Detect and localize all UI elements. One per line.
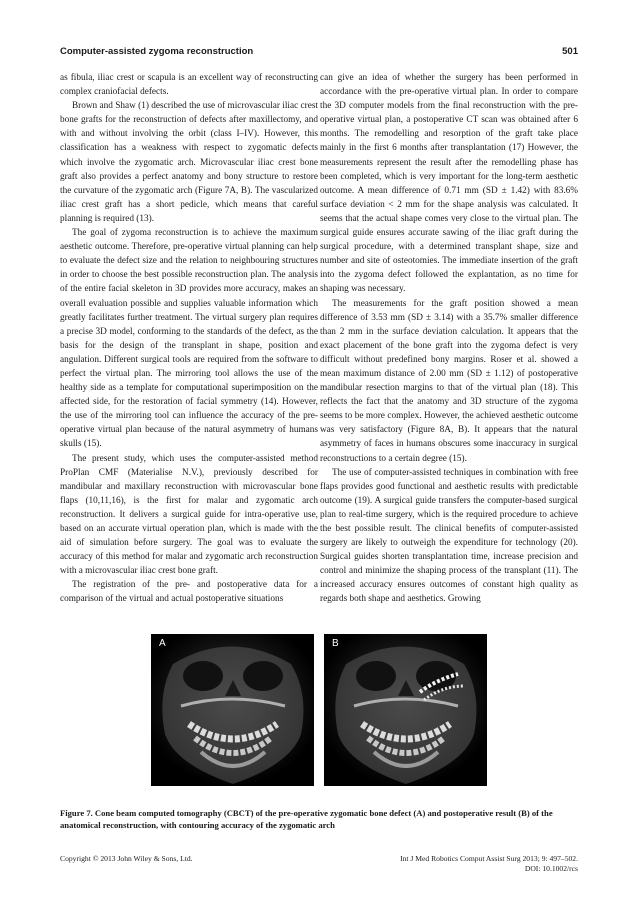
figure-7 [151, 634, 487, 786]
cbct-panel-postoperative [324, 634, 487, 786]
paragraph: The goal of zygoma reconstruction is to achieve the maximum aesthetic outcome. Therefore, pre-operative virtual planning can help to evaluate the defect size and the relation to neighbouring structures in order to choose the best possible reconstruction plan. The analysis of the entire facial skeleton in 3D provides more accuracy, makes an overall evaluation possible and supplies valuable information which greatly facilitates further treatment. The virtual surgery plan requires a precise 3D model, conforming to the standards of the defect, as the basis for the design of the transplant in shape, position and angulation. Different surgical tools are required from the software to perfect the virtual plan. The mirroring tool allows the use of the healthy side as a template for computational superimposition on the affected side, for the restoration of facial symmetry (14). However, the use of the mirroring tool can influence the accuracy of the pre-operative virtual plan because of the natural asymmetry of humans skulls (15). [60, 228, 318, 450]
paragraph: The use of computer-assisted techniques in combination with free flaps provides good functional and aesthetic results with predictable outcome (19). A surgical guide transfers the computer-based surgical plan to real-time surgery, which is the required procedure to achieve the best possible result. The clinical benefits of computer-assisted surgery are likely to outweigh the expenditure for technology (20). Surgical guides shorten transplantation time, increase precision and control and minimize the shaping process of the transplant (11). The increased accuracy ensures outcomes of constant high quality as regards both shape and aesthetics. Growing [320, 467, 578, 605]
paragraph: The measurements for the graft position showed a mean difference of 3.53 mm (SD ± 3.14) with a 35.7% smaller difference than 2 mm in the surface deviation calculation. It appears that the exact placement of the bone graft into the zygoma defect is very difficult without predefined bony margins. Roser et al. showed a mean maximum distance of 2.00 mm (SD ± 1.12) of postoperative mandibular resection margins to that of the virtual plan (18). This reflects the fact that the anatomy and 3D structure of the zygoma seems to be more complex. However, the achieved aesthetic outcome was very satisfactory (Figure 8A, B). It appears that the natural asymmetry of faces in humans obscures some inaccuracy in surgical reconstructions to a certain degree (15). [320, 298, 578, 464]
journal-citation: Int J Med Robotics Comput Assist Surg 2013; 9: 497–502. [400, 854, 578, 863]
running-head-title: Computer-assisted zygoma reconstruction [60, 46, 254, 57]
paragraph: as fibula, iliac crest or scapula is an excellent way of reconstructing complex craniofacial defects. [60, 73, 318, 98]
skull-scan-image [151, 634, 314, 786]
running-head [60, 46, 578, 60]
left-column [60, 71, 318, 607]
skull-scan-image [324, 634, 487, 786]
page-footer [60, 854, 578, 880]
cbct-panel-preoperative [151, 634, 314, 786]
paragraph: Brown and Shaw (1) described the use of microvascular iliac crest bone grafts for the reconstruction of defects after maxillectomy, and with and without involving the orbit (class I–IV). However, this classification has a weakness with respect to zygomatic defects which involve the zygomatic arch. Microvascular iliac crest bone graft also provides a perfect anatomy and bony structure to restore the curvature of the zygomatic arch (Figure 7A, B). The vascularized iliac crest graft has a short pedicle, which means that careful planning is required (13). [60, 101, 318, 224]
panel-label-a: A [159, 638, 166, 649]
doi: DOI: 10.1002/rcs [524, 864, 578, 873]
paragraph: can give an idea of whether the surgery has been performed in accordance with the pre-operative virtual plan. In order to compare the 3D computer models from the final reconstruction with the pre-operative virtual plan, a postoperative CT scan was obtained after 6 months. The remodelling and resorption of the graft take place mainly in the first 6 months after transplantation (17) However, the measurements represent the result after the remodelling phase has been completed, which is very important for the long-term aesthetic outcome. A mean difference of 0.71 mm (SD ± 1.42) with 83.6% surface deviation < 2 mm for the shape analysis was calculated. It seems that the actual shape comes very close to the virtual plan. The surgical guide ensures accurate sawing of the iliac graft during the surgical procedure, with a determined transplant shape, size and number and site of osteotomies. The immediate insertion of the graft into the zygoma defect followed the explantation, as no time for shaping was necessary. [320, 73, 578, 295]
paragraph: The present study, which uses the computer-assisted method ProPlan CMF (Materialise N.V.), previously described for mandibular and maxillary reconstruction with microvascular bone flaps (10,11,16), is the first for malar and zygomatic arch reconstruction. It delivers a surgical guide for intra-operative use, based on an accurate virtual operation plan, which is made with the aid of simulation before surgery. The goal was to evaluate the accuracy of this method for malar and zygomatic arch reconstruction with a microvascular iliac crest bone graft. [60, 453, 318, 577]
panel-label-b: B [332, 638, 339, 649]
citation-block [400, 854, 578, 874]
copyright-notice: Copyright © 2013 John Wiley & Sons, Ltd. [60, 854, 193, 863]
paragraph: The registration of the pre- and postoperative data for a comparison of the virtual and actual postoperative situations [60, 580, 318, 605]
right-column [320, 71, 578, 607]
figure-caption: Figure 7. Cone beam computed tomography (CBCT) of the pre-operative zygomatic bone defect (A) and postoperative result (B) of the anatomical reconstruction, with contouring accuracy of the zygomatic arch [60, 808, 553, 830]
page-number: 501 [562, 46, 578, 57]
